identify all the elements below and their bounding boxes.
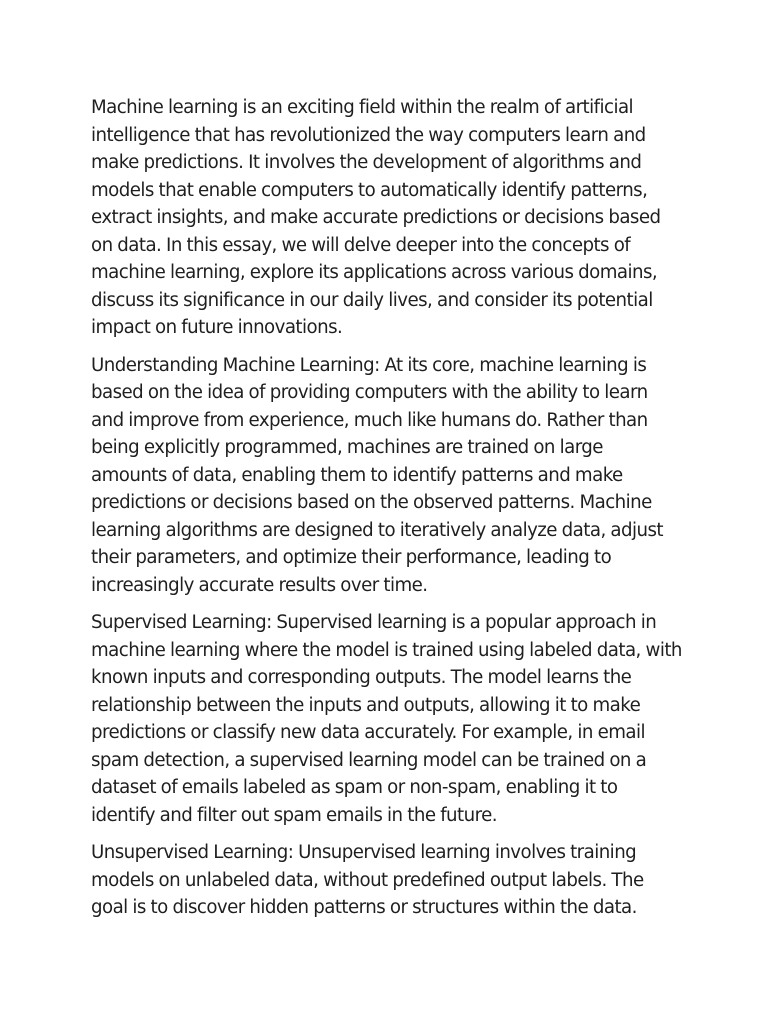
paragraph-understanding-ml: Understanding Machine Learning: At its core, machine learning is based on the idea of providing computers with the ability to learn and improve from experience, much like humans do. Rather than being explicitly programmed, machines are trained on large amounts of data, enabling them to identify patterns and make predictions or decisions based on the observed patterns. Machine learning algorithms are designed to iteratively analyze data, adjust their parameters, and optimize their performance, leading to increasingly accurate results over time. xyxy=(91,354,663,596)
paragraph-intro: Machine learning is an exciting field within the realm of artificial intelligence that has revolutionized the way computers learn and make predictions. It involves the development of algorithms and models that enable computers to automatically identify patterns, extract insights, and make accurate predictions or decisions based on data. In this essay, we will delve deeper into the concepts of machine learning, explore its applications across various domains, discuss its significance in our daily lives, and consider its potential impact on future innovations. xyxy=(91,97,661,338)
paragraph-unsupervised-learning: Unsupervised Learning: Unsupervised learning involves training models on unlabeled data, without predefined output labels. The goal is to discover hidden patterns or structures within the data. xyxy=(91,842,644,918)
document-body xyxy=(91,94,683,932)
paragraph-supervised-learning: Supervised Learning: Supervised learning is a popular approach in machine learning where the model is trained using labeled data, with known inputs and corresponding outputs. The model learns the relationship between the inputs and outputs, allowing it to make predictions or classify new data accurately. For example, in email spam detection, a supervised learning model can be trained on a dataset of emails labeled as spam or non-spam, enabling it to identify and filter out spam emails in the future. xyxy=(91,612,682,826)
